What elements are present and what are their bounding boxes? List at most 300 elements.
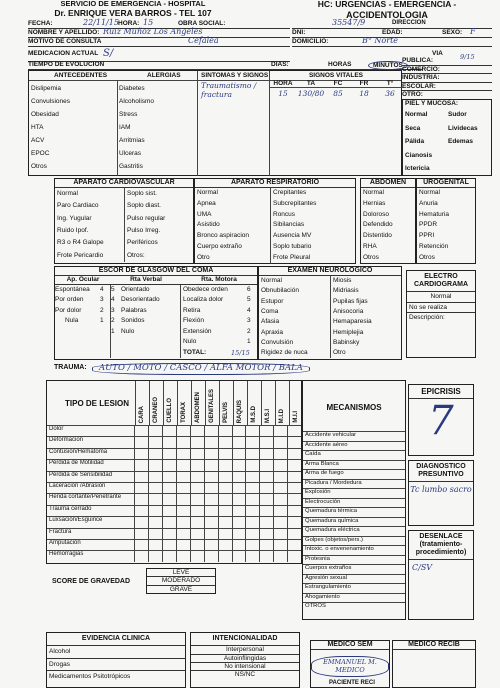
- lesion-cell[interactable]: [232, 460, 246, 470]
- lesion-column-label: RAQUIS: [237, 399, 244, 423]
- lesion-cell[interactable]: [162, 460, 176, 470]
- lesion-cell[interactable]: [287, 437, 301, 447]
- lesion-cell[interactable]: [190, 460, 204, 470]
- lesion-cell[interactable]: [148, 449, 162, 459]
- lesion-cell[interactable]: [162, 437, 176, 447]
- lesion-cell[interactable]: [148, 483, 162, 493]
- lesion-cell[interactable]: [245, 483, 259, 493]
- lesion-cell[interactable]: [218, 506, 232, 516]
- lesion-cell[interactable]: [176, 426, 190, 436]
- lesion-cell[interactable]: [287, 529, 301, 539]
- antecedente-item: Gastritis: [119, 163, 143, 170]
- sv-header: FR: [359, 80, 369, 87]
- lesion-cell[interactable]: [190, 494, 204, 504]
- cardio-item: Paro Cardiaco: [57, 202, 99, 210]
- paciente-label: PACIENTE RECI: [329, 680, 375, 687]
- mecanismo-label: Caída: [305, 451, 321, 457]
- lesion-title: TIPO DE LESION: [65, 399, 130, 408]
- mecanismo-item[interactable]: [303, 555, 405, 565]
- lesion-cell[interactable]: [232, 483, 246, 493]
- lesion-column-headers: [135, 381, 303, 425]
- lesion-cell[interactable]: [259, 460, 273, 470]
- lesion-cell[interactable]: [204, 437, 218, 447]
- lesion-cell[interactable]: [287, 483, 301, 493]
- lesion-cell[interactable]: [134, 437, 148, 447]
- piel-item: Normal: [405, 111, 428, 119]
- glasgow-item: Nula: [65, 317, 79, 325]
- lesion-cell[interactable]: [273, 449, 287, 459]
- antecedente-item: ACV: [31, 137, 45, 144]
- resp-item: Apnea: [197, 199, 216, 207]
- mecanismo-item[interactable]: [303, 469, 405, 479]
- lesion-column-label: CARA: [139, 405, 146, 423]
- lesion-cell[interactable]: [273, 460, 287, 470]
- form-title: HC: URGENCIAS - EMERGENCIA -: [317, 0, 457, 9]
- lesion-cell[interactable]: [190, 449, 204, 459]
- lesion-cell[interactable]: [287, 540, 301, 550]
- lesion-row: [47, 448, 301, 459]
- lesion-cell[interactable]: [232, 472, 246, 482]
- medico-recib-box: [392, 640, 476, 688]
- lesion-cell[interactable]: [148, 494, 162, 504]
- lesion-cell[interactable]: [232, 506, 246, 516]
- lesion-column-label: ABDOMEN: [195, 392, 202, 423]
- form-subtitle: ACCIDENTOLOGIA: [346, 10, 428, 20]
- motivo-value: Cefalea: [188, 36, 219, 45]
- lesion-cell[interactable]: [190, 426, 204, 436]
- lesion-cell[interactable]: [218, 460, 232, 470]
- hora-label: HORA:: [118, 20, 140, 27]
- lesion-cell[interactable]: [190, 483, 204, 493]
- lesion-cell[interactable]: [245, 551, 259, 561]
- patient-info-left: [28, 20, 290, 62]
- lesion-cell[interactable]: [134, 460, 148, 470]
- glasgow-item: Localiza dolor: [183, 296, 224, 304]
- mecanismo-item[interactable]: [303, 460, 405, 470]
- lesion-cell[interactable]: [148, 517, 162, 527]
- lesion-cell[interactable]: [204, 506, 218, 516]
- urogenital-title: UROGENITAL: [417, 179, 475, 188]
- lesion-cell[interactable]: [190, 506, 204, 516]
- lesion-cell[interactable]: [204, 426, 218, 436]
- lesion-column-label: PELVIS: [223, 402, 230, 423]
- sv-header: HORA: [273, 80, 293, 87]
- lesion-cell[interactable]: [218, 449, 232, 459]
- evidencia-section: [46, 632, 186, 688]
- lesion-cell[interactable]: [232, 529, 246, 539]
- via-label: VIA: [432, 50, 443, 57]
- lesion-cell[interactable]: [162, 449, 176, 459]
- mecanismo-item[interactable]: [303, 574, 405, 584]
- lesion-cell[interactable]: [273, 529, 287, 539]
- lesion-cell[interactable]: [218, 529, 232, 539]
- mecanismo-item[interactable]: [303, 431, 405, 441]
- urogenital-item: Anuria: [419, 199, 438, 207]
- lesion-cell[interactable]: [245, 540, 259, 550]
- mecanismo-item[interactable]: [303, 564, 405, 574]
- lesion-cell[interactable]: [245, 506, 259, 516]
- lesion-cell[interactable]: [273, 472, 287, 482]
- mecanismo-item[interactable]: [303, 498, 405, 508]
- mecanismo-item[interactable]: [303, 583, 405, 593]
- trauma-row: [54, 364, 374, 376]
- lesion-cell[interactable]: [148, 437, 162, 447]
- lesion-cell[interactable]: [259, 449, 273, 459]
- lesion-cell[interactable]: [218, 472, 232, 482]
- lesion-cell[interactable]: [148, 460, 162, 470]
- cardio-item: Ruido Ipof.: [57, 226, 89, 234]
- lesion-cell[interactable]: [273, 483, 287, 493]
- piel-item: Cianosis: [405, 151, 433, 159]
- neuro-item: Midriasis: [333, 287, 359, 295]
- resp-item: Normal: [197, 189, 218, 197]
- mecanismo-item[interactable]: [303, 545, 405, 555]
- via-value: 9/15: [460, 53, 475, 62]
- lesion-cell[interactable]: [162, 540, 176, 550]
- ecg-section: [406, 270, 476, 358]
- lesion-cell[interactable]: [190, 517, 204, 527]
- lesion-cell[interactable]: [245, 460, 259, 470]
- lesion-cell[interactable]: [134, 517, 148, 527]
- lesion-cell[interactable]: [176, 529, 190, 539]
- glasgow-item: Espontánea: [55, 285, 90, 293]
- abdomen-item: Otros: [363, 253, 379, 261]
- mecanismo-item[interactable]: [303, 450, 405, 460]
- cardio-item: Soplo sist.: [127, 190, 157, 198]
- resp-col2: [271, 188, 355, 264]
- glasgow-motora: [181, 285, 257, 359]
- lesion-cell[interactable]: [287, 494, 301, 504]
- sv-header: FC: [333, 80, 343, 87]
- piel-item: Sudor: [448, 111, 467, 119]
- neuro-section: [258, 266, 402, 360]
- abdomen-title: ABDOMEN: [361, 179, 415, 188]
- lesion-cell[interactable]: [134, 472, 148, 482]
- mecanismo-item[interactable]: [303, 536, 405, 546]
- lesion-row: [47, 459, 301, 470]
- lesion-cell[interactable]: [273, 437, 287, 447]
- lesion-cell[interactable]: [190, 472, 204, 482]
- publica-label: PUBLICA:: [402, 57, 434, 65]
- mecanismo-item[interactable]: [303, 602, 405, 612]
- lesion-cell[interactable]: [218, 437, 232, 447]
- hospital-subtitle: Dr. ENRIQUE VERA BARROS - TEL 107: [54, 8, 212, 18]
- lesion-cell[interactable]: [134, 483, 148, 493]
- resp-item: Cuerpo extraño: [197, 243, 242, 251]
- lesion-cell[interactable]: [204, 494, 218, 504]
- neuro-item: Miosis: [333, 277, 352, 285]
- lesion-cell[interactable]: [176, 472, 190, 482]
- lesion-cell[interactable]: [287, 449, 301, 459]
- resp-item: Asistido: [197, 221, 220, 229]
- lesion-cell[interactable]: [148, 472, 162, 482]
- lesion-cell[interactable]: [287, 472, 301, 482]
- glasgow-score: 4: [247, 306, 251, 314]
- lesion-cell[interactable]: [190, 437, 204, 447]
- mecanismo-item[interactable]: [303, 441, 405, 451]
- lesion-cell[interactable]: [259, 426, 273, 436]
- lesion-cell[interactable]: [190, 551, 204, 561]
- glasgow-section: [54, 266, 258, 360]
- neuro-item: Normal: [261, 277, 282, 285]
- lesion-cell[interactable]: [259, 506, 273, 516]
- glasgow-score: 2: [100, 306, 104, 314]
- lesion-cell[interactable]: [259, 551, 273, 561]
- mecanismo-label: Quemadura térmica: [305, 508, 358, 514]
- lesion-row: [47, 471, 301, 482]
- glasgow-total-value: 15/15: [231, 348, 250, 357]
- lesion-cell[interactable]: [218, 517, 232, 527]
- dni-top-value: 35547/9: [332, 18, 366, 27]
- lesion-cell[interactable]: [162, 506, 176, 516]
- mecanismo-label: Arma Blanca: [305, 460, 339, 467]
- lesion-cell[interactable]: [287, 426, 301, 436]
- lesion-cell[interactable]: [176, 483, 190, 493]
- lesion-cell[interactable]: [162, 483, 176, 493]
- lesion-cell[interactable]: [287, 517, 301, 527]
- abdomen-item: Hernias: [363, 199, 386, 207]
- lesion-cell[interactable]: [162, 529, 176, 539]
- sexo-label: SEXO:: [442, 29, 463, 36]
- lesion-cell[interactable]: [245, 449, 259, 459]
- lesion-cell[interactable]: [218, 494, 232, 504]
- intencionalidad-section: [190, 632, 300, 688]
- lesion-cell[interactable]: [162, 472, 176, 482]
- lesion-cell[interactable]: [287, 551, 301, 561]
- desenlace-title: DESENLACE (tratamiento-procedimiento): [409, 531, 473, 560]
- cardio-item: Ing. Yugular: [57, 214, 92, 222]
- lesion-cell[interactable]: [148, 426, 162, 436]
- desenlace-value: C/SV: [412, 563, 433, 573]
- lesion-cell[interactable]: [245, 517, 259, 527]
- neuro-item: Apraxia: [261, 328, 284, 336]
- antecedente-item: Obesidad: [31, 111, 59, 118]
- mecanismo-item[interactable]: [303, 488, 405, 498]
- epicrisis-value: 7: [428, 398, 454, 445]
- gravedad-item: LEVE: [147, 569, 215, 577]
- lesion-cell[interactable]: [162, 494, 176, 504]
- lesion-cell[interactable]: [204, 460, 218, 470]
- lesion-cell[interactable]: [190, 540, 204, 550]
- glasgow-verbal: [111, 285, 181, 359]
- intencionalidad-item: NS/NC: [234, 671, 256, 679]
- lesion-cell[interactable]: [190, 529, 204, 539]
- lesion-cell[interactable]: [259, 483, 273, 493]
- evidencia-item: Alcohol: [47, 646, 185, 658]
- lesion-cell[interactable]: [176, 540, 190, 550]
- lesion-cell[interactable]: [176, 506, 190, 516]
- lesion-cell[interactable]: [162, 426, 176, 436]
- lesion-column-header: [247, 381, 261, 425]
- lesion-cell[interactable]: [273, 494, 287, 504]
- lesion-cell[interactable]: [162, 551, 176, 561]
- diagnostico-value: Tc lumbo sacro: [410, 485, 472, 495]
- lesion-row: [47, 505, 301, 516]
- lesion-cell[interactable]: [273, 517, 287, 527]
- lesion-cell[interactable]: [134, 540, 148, 550]
- glasgow-header: Rta Verbal: [130, 276, 162, 284]
- lesion-cell[interactable]: [204, 551, 218, 561]
- glasgow-header: Ap. Ocular: [66, 276, 100, 284]
- lesion-cell[interactable]: [176, 460, 190, 470]
- lesion-cell[interactable]: [287, 460, 301, 470]
- antecedente-item: Alcoholismo: [119, 98, 155, 105]
- lesion-cell[interactable]: [232, 551, 246, 561]
- lesion-cell[interactable]: [259, 540, 273, 550]
- mecanismo-label: OTROS: [305, 603, 326, 609]
- mecanismo-label: Electrocución: [305, 498, 341, 505]
- lesion-cell[interactable]: [245, 494, 259, 504]
- glasgow-item: Sonidos: [121, 317, 145, 325]
- mecanismo-item[interactable]: [303, 479, 405, 489]
- lesion-cell[interactable]: [259, 529, 273, 539]
- horas-label: HORAS: [328, 61, 352, 68]
- lesion-row: [47, 436, 301, 447]
- sexo-value: F: [470, 27, 476, 36]
- mecanismo-item[interactable]: [303, 526, 405, 536]
- urogenital-section: [416, 178, 476, 264]
- trauma-label: TRAUMA:: [54, 364, 87, 371]
- lesion-cell[interactable]: [204, 449, 218, 459]
- lesion-cell[interactable]: [204, 517, 218, 527]
- doctor-stamp: EMMANUEL M. MEDICO: [311, 656, 389, 677]
- sintomas-header: SINTOMAS Y SIGNOS: [201, 72, 269, 79]
- ecg-item: Normal: [407, 292, 475, 302]
- mecanismo-label: Quemadura eléctrica: [305, 527, 360, 533]
- lesion-row-label: Trauma cerrado: [49, 505, 92, 512]
- lesion-cell[interactable]: [148, 551, 162, 561]
- lesion-cell[interactable]: [232, 540, 246, 550]
- glasgow-total-label: TOTAL:: [183, 348, 207, 356]
- lesion-row: [47, 516, 301, 527]
- neuro-item: Hemaparesia: [333, 318, 372, 326]
- resp-item: Sibilancias: [273, 221, 305, 229]
- lesion-cell[interactable]: [148, 506, 162, 516]
- lesion-cell[interactable]: [218, 551, 232, 561]
- lesion-cell[interactable]: [204, 529, 218, 539]
- sv-value: 130/80: [297, 89, 325, 98]
- lesion-cell[interactable]: [176, 494, 190, 504]
- neuro-item: Rigidez de nuca: [261, 349, 308, 357]
- mecanismo-item[interactable]: [303, 593, 405, 603]
- trauma-value: AUTO / MOTO / CASCO / ALFA MOTOR / BALA: [92, 363, 310, 375]
- mecanismo-item[interactable]: [303, 507, 405, 517]
- lesion-cell[interactable]: [259, 517, 273, 527]
- piel-item: Ictericia: [405, 165, 430, 173]
- lesion-cell[interactable]: [245, 529, 259, 539]
- lesion-cell[interactable]: [232, 426, 246, 436]
- mecanismo-label: Ahogamiento: [305, 593, 340, 600]
- lesion-cell[interactable]: [232, 517, 246, 527]
- lesion-cell[interactable]: [218, 483, 232, 493]
- lesion-cell[interactable]: [176, 517, 190, 527]
- lesion-cell[interactable]: [245, 437, 259, 447]
- lesion-row-label: Contusión/Hematoma: [49, 448, 108, 455]
- lesion-row-label: Deformacion: [49, 437, 84, 444]
- lesion-cell[interactable]: [162, 517, 176, 527]
- lesion-cell[interactable]: [176, 437, 190, 447]
- lesion-cell[interactable]: [134, 506, 148, 516]
- lesion-cell[interactable]: [287, 506, 301, 516]
- lesion-column-header: [191, 381, 205, 425]
- neuro-item: Estupor: [261, 297, 284, 305]
- lesion-cell[interactable]: [134, 449, 148, 459]
- neuro-col2: [331, 276, 401, 358]
- lesion-cell[interactable]: [232, 494, 246, 504]
- lesion-cell[interactable]: [245, 426, 259, 436]
- urogenital-item: PPRI: [419, 232, 435, 240]
- lesion-cell[interactable]: [134, 551, 148, 561]
- lesion-cell[interactable]: [273, 506, 287, 516]
- lesion-column-label: CRANEO: [153, 396, 160, 423]
- piel-grid: [403, 111, 491, 172]
- hora-value: 15: [143, 18, 154, 27]
- lesion-cell[interactable]: [232, 449, 246, 459]
- lesion-cell[interactable]: [176, 551, 190, 561]
- ecg-item: Descripción:: [409, 314, 445, 322]
- lesion-cell[interactable]: [232, 437, 246, 447]
- antecedente-item: Arritmias: [119, 137, 145, 144]
- lesion-cell[interactable]: [176, 449, 190, 459]
- sv-value: 15: [278, 89, 288, 98]
- lesion-cell[interactable]: [245, 472, 259, 482]
- cardio-item: R3 o R4 Galope: [57, 239, 104, 247]
- lesion-cell[interactable]: [259, 472, 273, 482]
- mecanismo-label: Picadura / Mordedura: [305, 479, 362, 486]
- lesion-cell[interactable]: [204, 472, 218, 482]
- lesion-cell[interactable]: [218, 426, 232, 436]
- lesion-cell[interactable]: [134, 426, 148, 436]
- urogenital-item: PPDR: [419, 221, 438, 229]
- resp-title: APARATO RESPIRATORIO: [195, 179, 355, 188]
- minutos-label: MINUTOS: [368, 61, 408, 70]
- lesion-row-label: Hemorragias: [49, 551, 84, 558]
- antecedente-item: Diabetes: [119, 85, 145, 92]
- glasgow-score: 3: [247, 317, 251, 325]
- lesion-column-label: CUELLO: [167, 398, 174, 423]
- mecanismo-label: Intoxic. o envenenamiento: [305, 546, 374, 552]
- lesion-row-label: Dolor: [49, 426, 64, 432]
- lesion-cell[interactable]: [148, 529, 162, 539]
- lesion-cell[interactable]: [134, 529, 148, 539]
- lesion-cell[interactable]: [273, 551, 287, 561]
- lesion-cell[interactable]: [259, 437, 273, 447]
- cardio-col1: [55, 188, 125, 262]
- otro-label: OTRO:: [402, 91, 423, 99]
- resp-item: Ausencia MV: [273, 232, 312, 240]
- lesion-column-label: M.I.D: [279, 408, 286, 423]
- glasgow-score: 3: [111, 306, 115, 314]
- lesion-cell[interactable]: [148, 540, 162, 550]
- glasgow-score: 4: [111, 296, 115, 304]
- lesion-cell[interactable]: [204, 540, 218, 550]
- lesion-cell[interactable]: [218, 540, 232, 550]
- neuro-item: Convulsión: [261, 338, 294, 346]
- lesion-cell[interactable]: [273, 426, 287, 436]
- neuro-item: Babinsky: [333, 338, 360, 346]
- sv-value: 36: [385, 89, 395, 98]
- lesion-cell[interactable]: [134, 494, 148, 504]
- lesion-cell[interactable]: [259, 494, 273, 504]
- sv-header: TA: [306, 80, 316, 87]
- mecanismo-item[interactable]: [303, 517, 405, 527]
- ecg-item: No se realiza: [407, 303, 475, 313]
- cardio-item: Periféricos: [127, 239, 158, 247]
- resp-item: UMA: [197, 210, 212, 218]
- lesion-cell[interactable]: [273, 540, 287, 550]
- lesion-cell[interactable]: [204, 483, 218, 493]
- sintomas-value: Traumatismo / fractura: [201, 81, 257, 99]
